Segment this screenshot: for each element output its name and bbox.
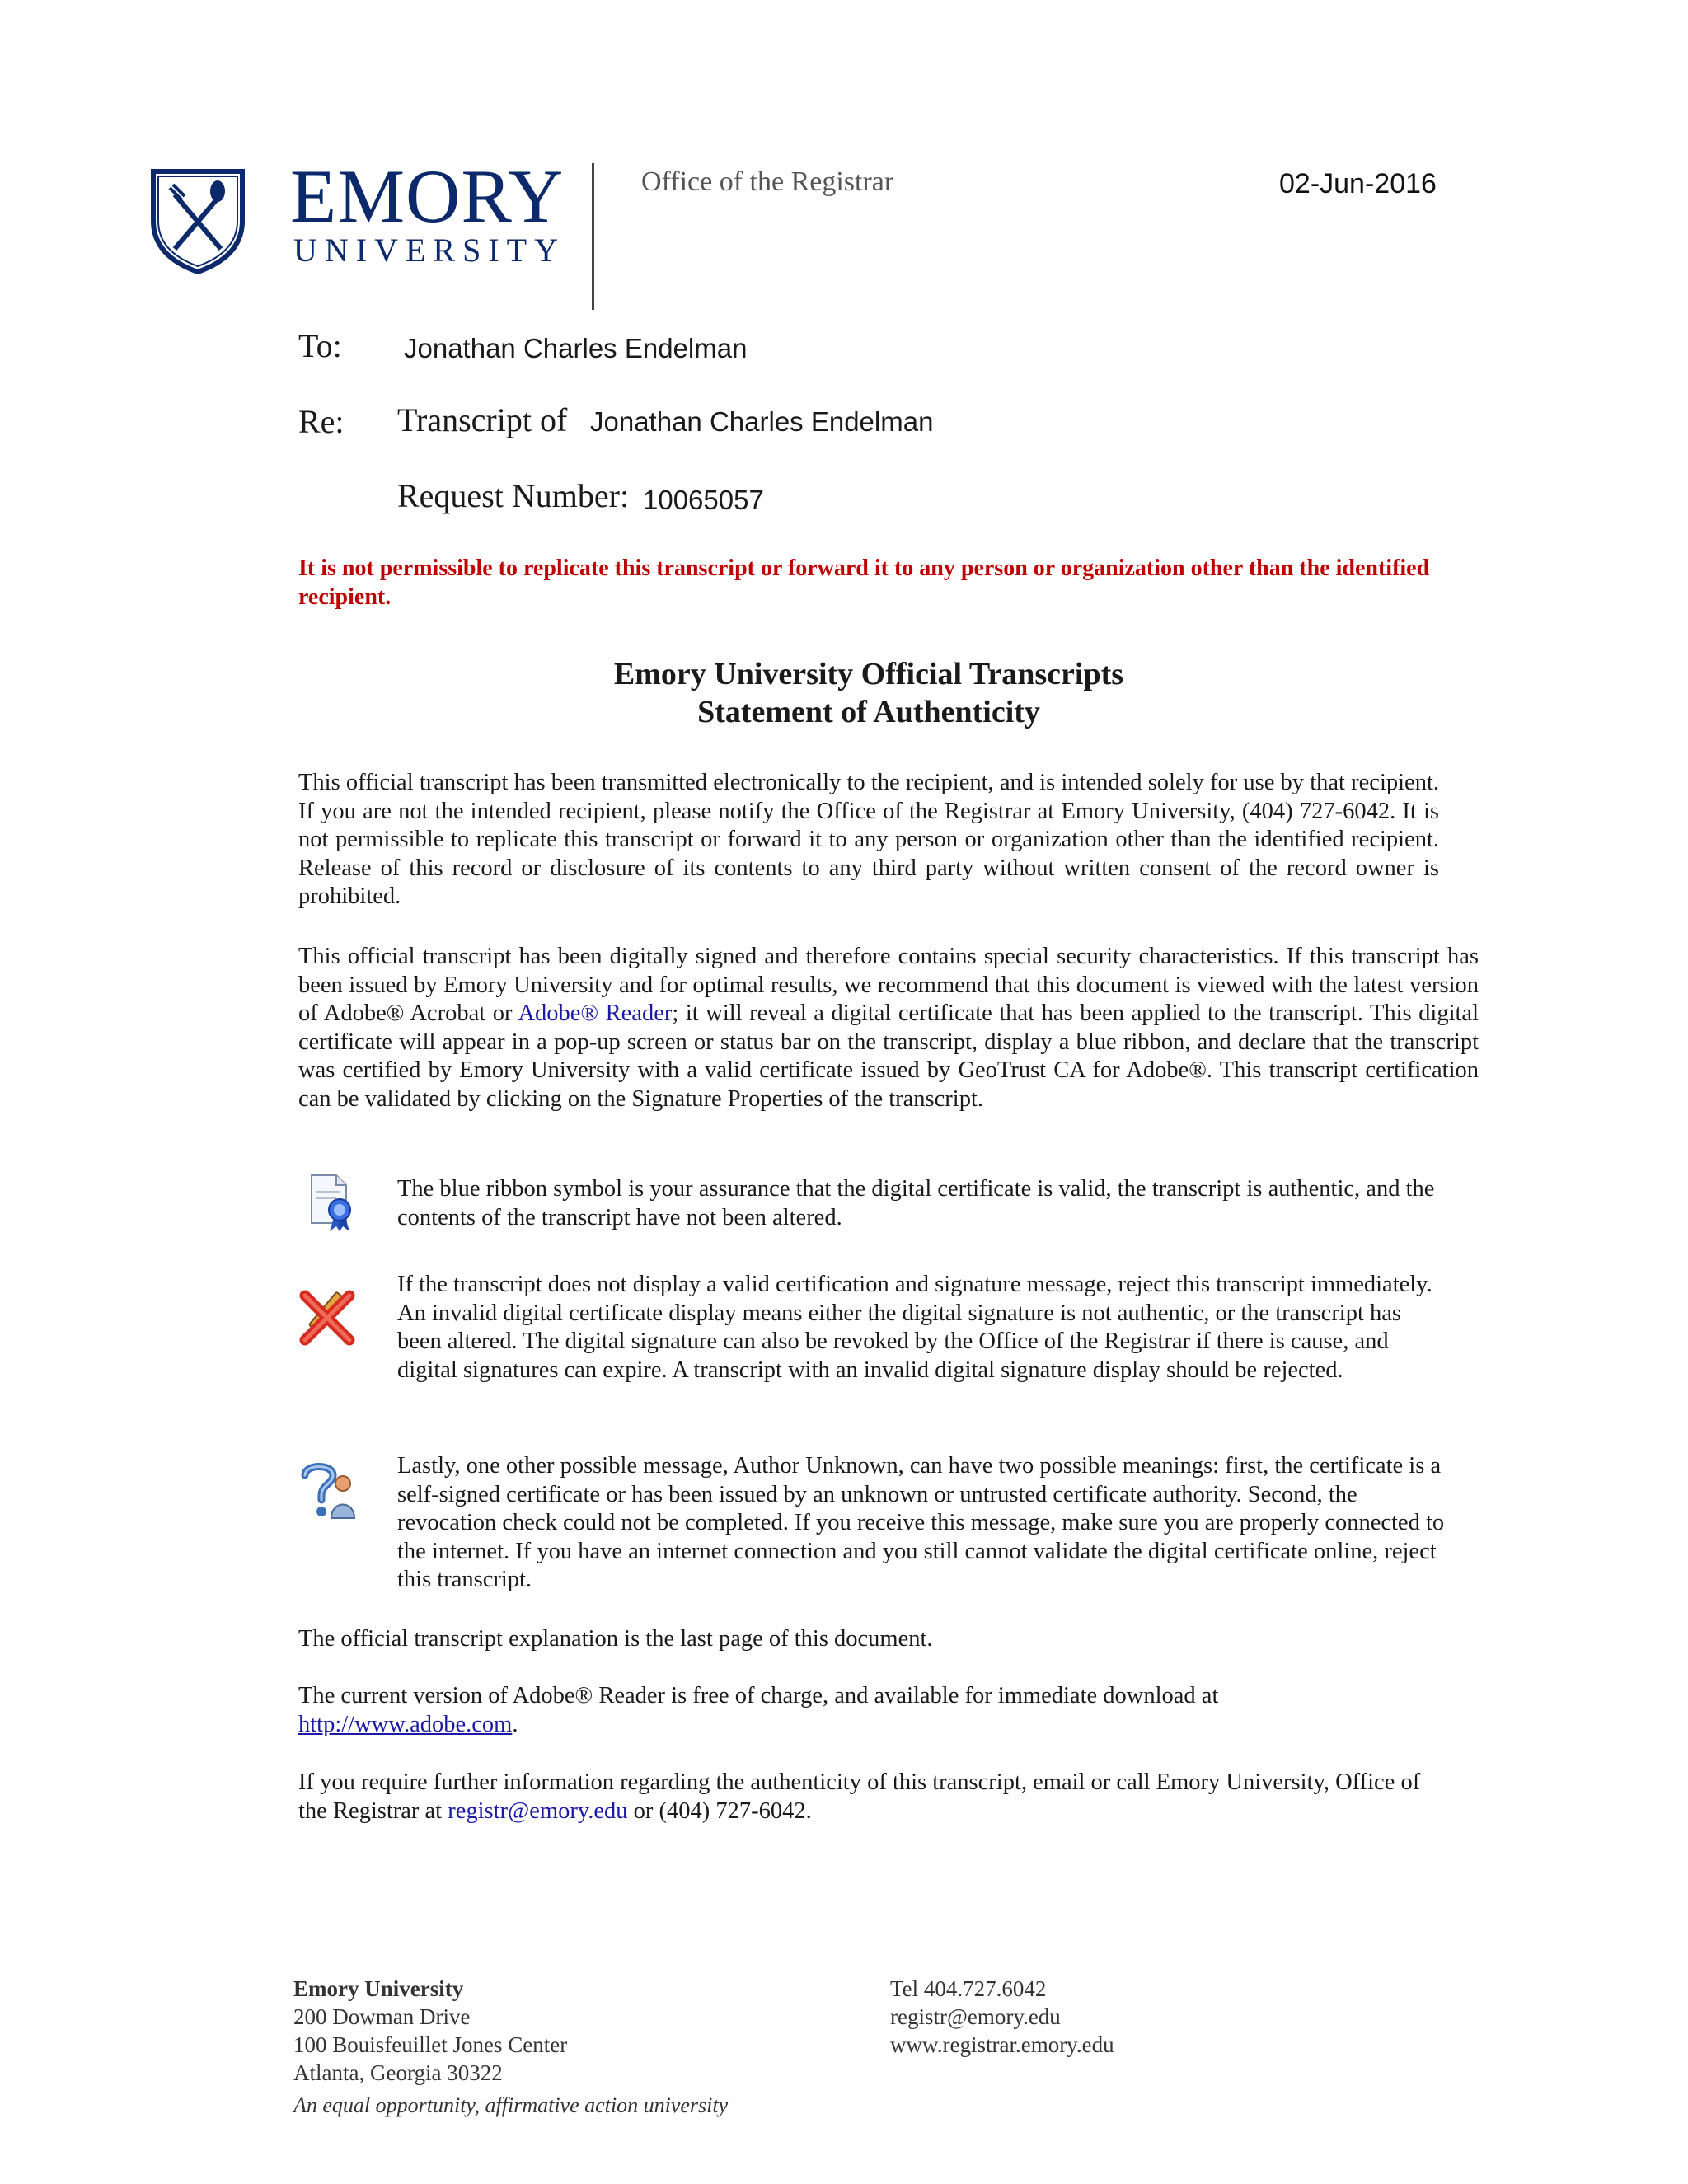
footer-address-line-1: 200 Dowman Drive <box>293 2004 471 2029</box>
author-unknown-paragraph: Lastly, one other possible message, Author Unknown, can have two possible meanings: first, the certificate is a self-signed certificate or has been issued by an unknown or untrusted certificate authority. Second, the revocation check could not be completed. If you receive this message, make sure you are properly connected to the internet. If you have an internet connection and you still cannot validate the digital certificate online, reject this transcript. <box>397 1453 1445 1592</box>
p2-text-before: This official transcript has been digitally signed and therefore contains special security characteristics. If this transcript has been issued by Emory University and for optimal results, we recommend that this document is viewed with the latest version of Adobe® Acrobat or <box>298 944 1479 1026</box>
footer-email: registr@emory.edu <box>890 2004 1061 2029</box>
emory-shield-logo <box>148 166 247 275</box>
adobe-download-paragraph <box>298 1682 1439 1739</box>
p7-text-before: The current version of Adobe® Reader is free of charge, and available for immediate download at <box>298 1683 1219 1708</box>
invalid-certificate-paragraph: If the transcript does not display a valid certification and signature message, reject this transcript immediately. An invalid digital certificate display means either the digital signature is not authentic, or the transcript has been altered. The digital signature can also be revoked by the Office of the Registrar if there is cause, and digital signatures can expire. A transcript with an invalid digital signature display should be rejected. <box>397 1272 1432 1383</box>
footer-tel: Tel 404.727.6042 <box>890 1976 1047 2001</box>
author-unknown-icon <box>298 1459 359 1520</box>
to-label: To: <box>298 327 342 364</box>
blue-ribbon-certificate-icon <box>307 1172 368 1233</box>
title-line-2: Statement of Authenticity <box>697 695 1040 729</box>
footer-address-line-3: Atlanta, Georgia 30322 <box>293 2060 503 2085</box>
footer-address <box>293 1975 567 2087</box>
valid-certificate-paragraph: The blue ribbon symbol is your assurance that the digital certificate is valid, the transcript is authentic, and the contents of the transcript have not been altered. <box>397 1176 1435 1230</box>
re-label: Re: <box>298 403 345 440</box>
student-name: Jonathan Charles Endelman <box>590 406 934 437</box>
adobe-reader-link[interactable]: Adobe® Reader <box>518 1001 673 1026</box>
replication-warning: It is not permissible to replicate this transcript or forward it to any person or organization other than the identified recipient. <box>298 555 1430 610</box>
invalid-signature-icon <box>297 1286 358 1347</box>
p2-text-after: ; it will reveal a digital certificate that has been applied to the transcript. This digital certificate will appear in a pop-up screen or status bar on the transcript, display a blue ribbon, and declare that the transcript was certified by Emory University with a valid certificate issued by GeoTrust CA for Adobe®. This transcript certification can be validated by clicking on the Signature Properties of the transcript. <box>298 1001 1479 1112</box>
recipient-name: Jonathan Charles Endelman <box>404 333 748 363</box>
footer-contact <box>890 1975 1114 2059</box>
header-divider <box>592 163 594 310</box>
request-number-label: Request Number: <box>397 477 630 514</box>
intro-paragraph: This official transcript has been transmitted electronically to the recipient, and is intended solely for use by that recipient. If you are not the intended recipient, please notify the Office of the Registrar at Emory University, (404) 727-6042. It is not permissible to replicate this transcript or forward it to any person or organization other than the identified recipient. Release of this record or disclosure of its contents to any third party without written consent of the record owner is prohibited. <box>298 770 1439 909</box>
p7-text-after: . <box>512 1711 518 1737</box>
explanation-note: The official transcript explanation is the last page of this document. <box>298 1626 933 1652</box>
logo-wordmark: EMORY <box>290 154 565 238</box>
footer-tagline: An equal opportunity, affirmative action university <box>293 2093 729 2117</box>
request-number: 10065057 <box>643 485 764 515</box>
footer-org: Emory University <box>293 1976 464 2001</box>
p8-text-after: or (404) 727-6042. <box>627 1797 812 1824</box>
transcript-of-label: Transcript of <box>397 401 568 438</box>
title-line-1: Emory University Official Transcripts <box>613 657 1124 691</box>
registrar-email-link[interactable]: registr@emory.edu <box>448 1797 628 1824</box>
digital-signature-paragraph <box>298 943 1479 1113</box>
p8-text-before: If you require further information regarding the authenticity of this transcript, email or call Emory University, Office of the Registrar at <box>298 1769 1421 1824</box>
contact-paragraph <box>298 1769 1439 1825</box>
adobe-url-link[interactable]: http://www.adobe.com <box>298 1711 513 1737</box>
office-name: Office of the Registrar <box>641 166 894 197</box>
logo-subtitle: UNIVERSITY <box>293 232 565 269</box>
footer-address-line-2: 100 Bouisfeuillet Jones Center <box>293 2032 568 2057</box>
footer-web: www.registrar.emory.edu <box>890 2032 1114 2057</box>
document-title <box>298 655 1439 731</box>
document-date: 02-Jun-2016 <box>1279 168 1437 199</box>
